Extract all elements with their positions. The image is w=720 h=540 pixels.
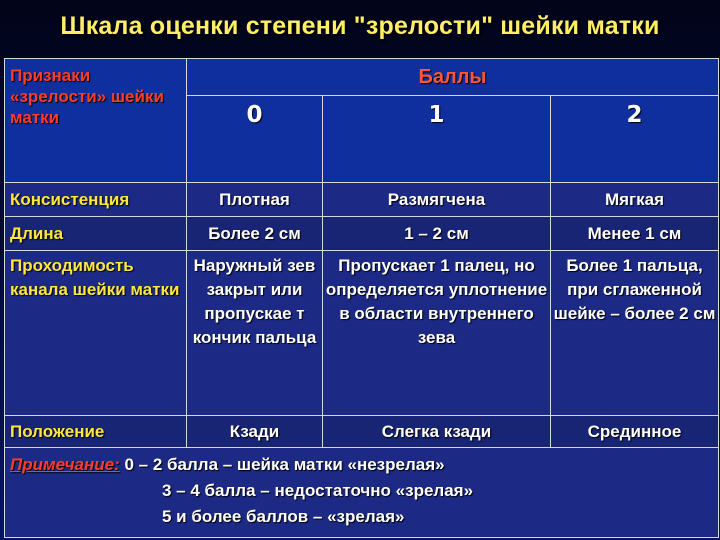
criteria-header: Признаки «зрелости» шейки матки <box>5 59 187 183</box>
table-cell: Мягкая <box>551 183 719 217</box>
note-cell <box>5 448 719 538</box>
table-cell: Слегка кзади <box>323 416 551 448</box>
table-cell: Размягчена <box>323 183 551 217</box>
row-label-position: Положение <box>5 416 187 448</box>
score-2-header: 2 <box>551 96 719 183</box>
table-cell: Плотная <box>187 183 323 217</box>
note-line-1: 0 – 2 балла – шейка матки «незрелая» <box>124 455 445 474</box>
maturity-scale-table <box>4 58 719 538</box>
points-header: Баллы <box>187 59 719 96</box>
table-cell: Более 1 пальца, при сглаженной шейке – более 2 см <box>551 251 719 416</box>
table-cell: Наружный зев закрыт или пропускае т кончик пальца <box>187 251 323 416</box>
note-line-3: 5 и более баллов – «зрелая» <box>162 507 405 526</box>
table-cell: Пропускает 1 палец, но определяется уплотнение в области внутреннего зева <box>323 251 551 416</box>
score-0-header: 0 <box>187 96 323 183</box>
table-row <box>5 416 719 448</box>
table-cell: 1 – 2 см <box>323 217 551 251</box>
row-label-consistency: Консистенция <box>5 183 187 217</box>
row-label-patency: Проходимость канала шейки матки <box>5 251 187 416</box>
table-row <box>5 217 719 251</box>
note-line-2: 3 – 4 балла – недостаточно «зрелая» <box>162 481 474 500</box>
score-1-header: 1 <box>323 96 551 183</box>
note-label: Примечание: <box>10 455 120 474</box>
table-cell: Срединное <box>551 416 719 448</box>
row-label-length: Длина <box>5 217 187 251</box>
table-cell: Кзади <box>187 416 323 448</box>
table-cell: Менее 1 см <box>551 217 719 251</box>
slide-title: Шкала оценки степени "зрелости" шейки матки <box>60 12 660 40</box>
table-row <box>5 251 719 416</box>
table-cell: Более 2 см <box>187 217 323 251</box>
table-row <box>5 183 719 217</box>
